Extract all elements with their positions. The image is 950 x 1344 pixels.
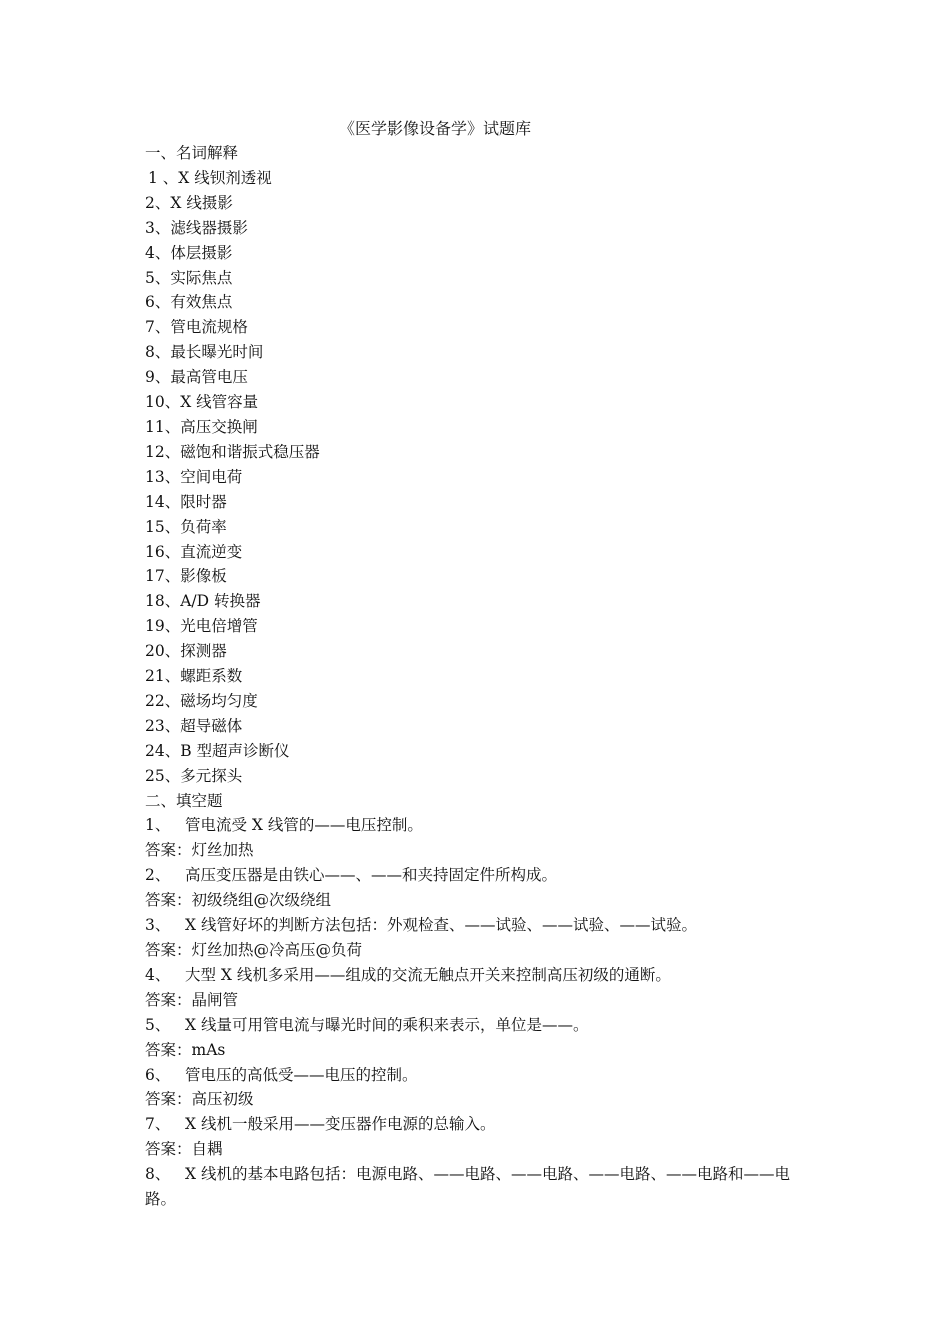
question-item xyxy=(145,1162,810,1212)
list-item: 1 、X 线钡剂透视 xyxy=(148,168,272,187)
list-item: 25、多元探头 xyxy=(145,766,243,785)
question-number: 5、 xyxy=(145,1015,171,1034)
question-number: 8、 xyxy=(145,1165,171,1184)
question-text: X 线机的基本电路包括：电源电路、——电路、——电路、——电路、——电路和——电路。 xyxy=(145,1165,790,1209)
question-text: X 线机一般采用——变压器作电源的总输入。 xyxy=(185,1115,496,1134)
list-item: 18、A/D 转换器 xyxy=(145,592,261,611)
answer-line: 答案：初级绕组@次级绕组 xyxy=(145,891,332,910)
list-item: 11、高压交换闸 xyxy=(145,417,258,436)
list-item: 9、最高管电压 xyxy=(145,368,248,387)
list-item: 14、限时器 xyxy=(145,492,227,511)
question-text: 高压变压器是由铁心——、——和夹持固定件所构成。 xyxy=(185,866,558,885)
list-item: 13、空间电荷 xyxy=(145,467,243,486)
list-item: 12、磁饱和谐振式稳压器 xyxy=(145,442,320,461)
list-item: 17、影像板 xyxy=(145,567,227,586)
question-list xyxy=(145,813,815,1212)
question-number: 1、 xyxy=(145,816,171,835)
answer-line: 答案：灯丝加热@冷高压@负荷 xyxy=(145,941,363,959)
question-text: X 线量可用管电流与曝光时间的乘积来表示，单位是——。 xyxy=(185,1015,589,1034)
question-item xyxy=(145,963,815,988)
list-item: 24、B 型超声诊断仪 xyxy=(145,741,290,760)
term-list xyxy=(145,166,815,789)
question-number: 3、 xyxy=(145,916,171,935)
answer-line: 答案：mAs xyxy=(145,1040,226,1059)
list-item: 23、超导磁体 xyxy=(145,716,243,735)
answer-line: 答案：晶闸管 xyxy=(145,990,239,1009)
question-text: 管电流受 X 线管的——电压控制。 xyxy=(185,816,423,835)
list-item: 7、管电流规格 xyxy=(145,318,248,337)
list-item: 22、磁场均匀度 xyxy=(145,691,258,710)
section-heading-terms: 一、名词解释 xyxy=(145,144,239,162)
list-item: 4、体层摄影 xyxy=(145,243,233,262)
list-item: 2、X 线摄影 xyxy=(145,193,233,212)
question-item xyxy=(145,1013,815,1038)
list-item: 19、光电倍增管 xyxy=(145,617,258,636)
list-item: 15、负荷率 xyxy=(145,517,227,536)
question-number: 7、 xyxy=(145,1115,171,1134)
question-number: 4、 xyxy=(145,965,171,984)
answer-line: 答案：高压初级 xyxy=(145,1090,254,1109)
list-item: 6、有效焦点 xyxy=(145,293,233,312)
list-item: 3、滤线器摄影 xyxy=(145,218,248,237)
question-item xyxy=(145,913,815,938)
question-text: X 线管好坏的判断方法包括：外观检查、——试验、——试验、——试验。 xyxy=(185,916,697,935)
answer-line: 答案：灯丝加热 xyxy=(145,841,254,860)
list-item: 5、实际焦点 xyxy=(145,268,233,287)
document-title: 《医学影像设备学》试题库 xyxy=(338,119,531,138)
question-text: 管电压的高低受——电压的控制。 xyxy=(185,1065,418,1084)
answer-line: 答案：自耦 xyxy=(145,1140,223,1159)
question-item xyxy=(145,813,815,838)
question-item xyxy=(145,1112,815,1137)
list-item: 21、螺距系数 xyxy=(145,667,243,686)
question-item xyxy=(145,863,815,888)
question-text: 大型 X 线机多采用——组成的交流无触点开关来控制高压初级的通断。 xyxy=(185,965,671,984)
list-item: 20、探测器 xyxy=(145,642,227,661)
list-item: 16、直流逆变 xyxy=(145,542,243,561)
question-item xyxy=(145,1063,815,1088)
question-number: 2、 xyxy=(145,866,171,885)
list-item: 8、最长曝光时间 xyxy=(145,343,264,362)
document-body xyxy=(145,141,815,1212)
section-heading-fill-in: 二、填空题 xyxy=(145,791,223,810)
question-number: 6、 xyxy=(145,1065,171,1084)
list-item: 10、X 线管容量 xyxy=(145,393,259,412)
